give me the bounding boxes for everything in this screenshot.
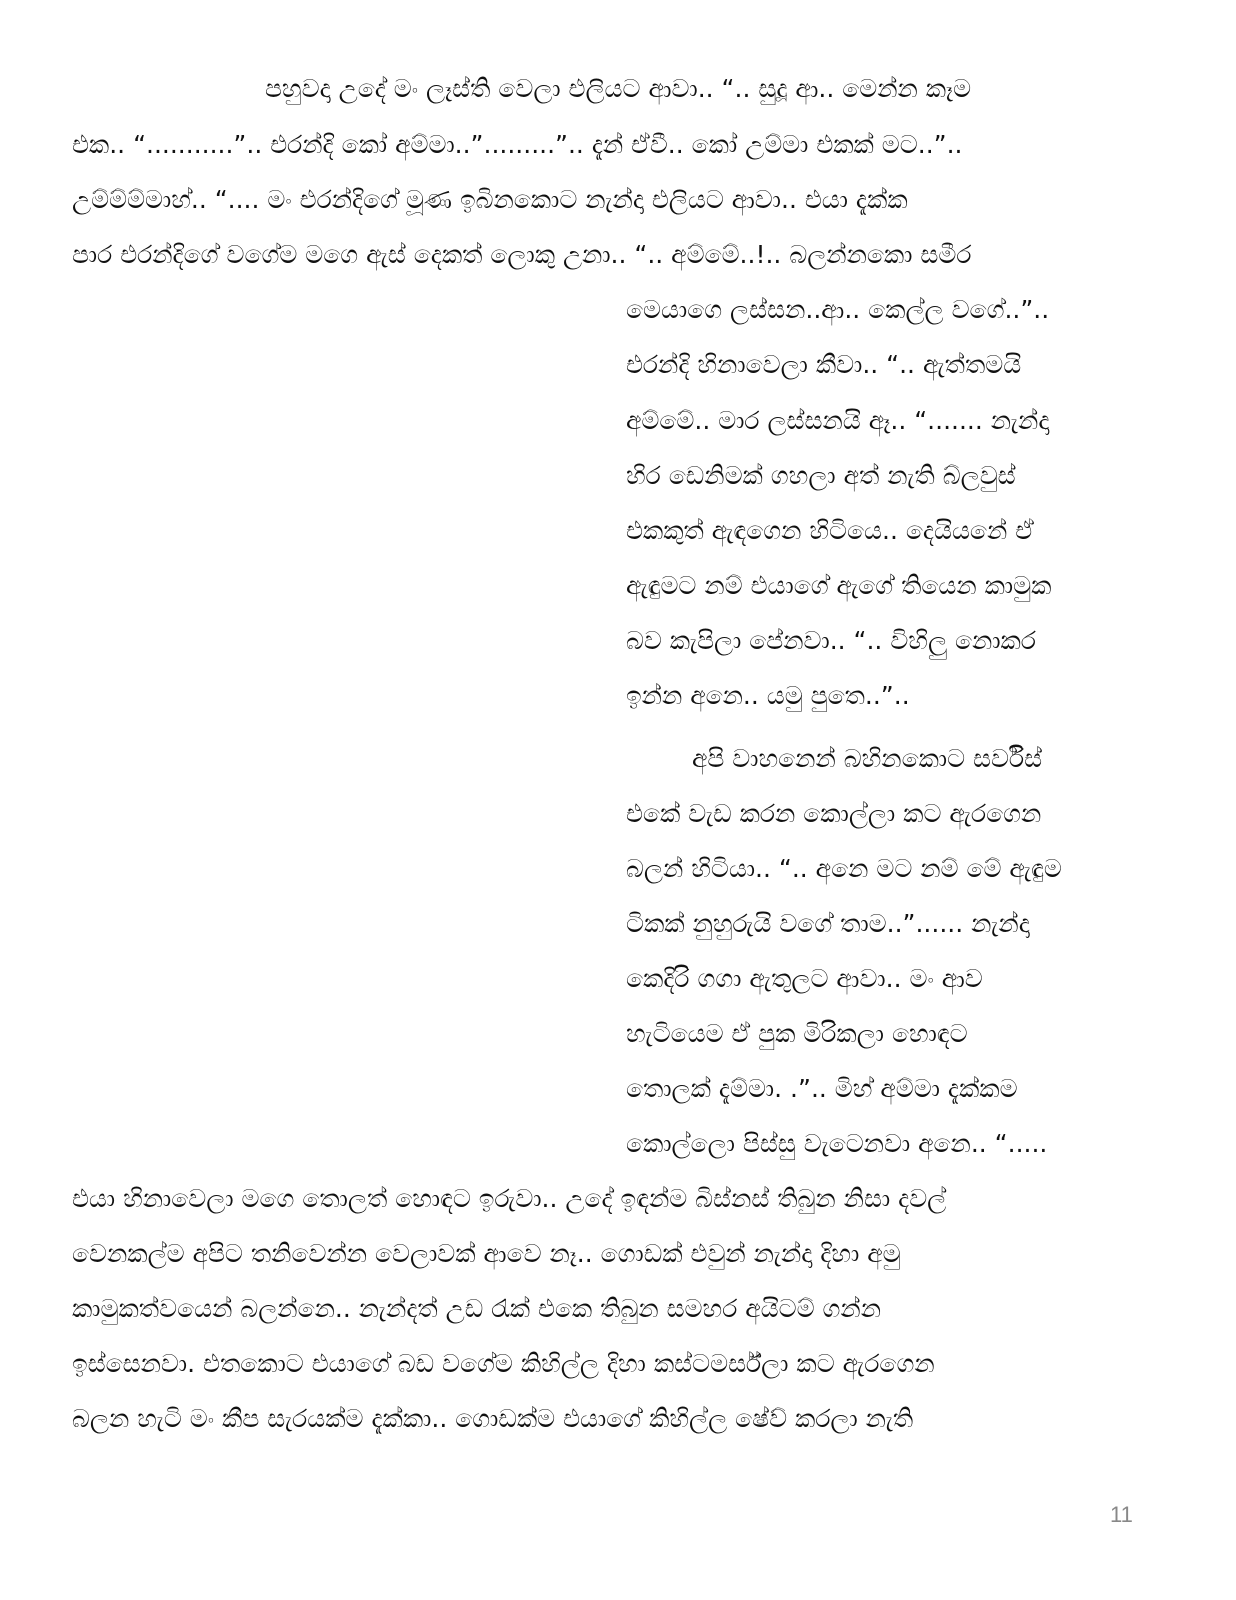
text-line: මෙයාගෙ ලස්සන..ආ.. කෙල්ල වගේ..”.. bbox=[626, 295, 1050, 324]
text-line: උම්ම්ම්මාහ්.. “.... මං එරන්දිගේ මූණ ඉබිනකොට නැන්දා එලියට ආවා.. එයා දැක්ක bbox=[72, 185, 908, 214]
text-line: වෙනකල්ම අපිට තනිවෙන්න වෙලාවක් ආවෙ නෑ.. ගොඩක් එවුන් නැන්දා දිහා අමු bbox=[72, 1239, 901, 1268]
text-line: එකේ වැඩ කරන කොල්ලා කට ඇරගෙන bbox=[626, 799, 1042, 828]
text-line: අපි වාහනෙන් බහිනකොට සර්විස් bbox=[692, 744, 1043, 773]
text-line: එයා හිනාවෙලා මගෙ තොලත් හොඳට ඉරුවා.. උදේ ඉඳන්ම බිස්නස් තිබුන නිසා දවල් bbox=[72, 1184, 947, 1213]
text-line: බලන් හිටියා.. “.. අනෙ මට නම් මේ ඇඳුම bbox=[626, 854, 1062, 883]
text-line: අම්මේ.. මාර ලස්සනයි ඈ.. “....... නැන්දා bbox=[626, 406, 1050, 435]
text-line: හිර ඩෙනිමක් ගහලා අත් නැති බ්ලවුස් bbox=[626, 461, 1016, 490]
text-line: තොලක් දැම්මා. .”.. මිහ් අම්මා දැක්කම bbox=[626, 1074, 1018, 1103]
text-line: බලන හැටි මං කීප සැරයක්ම දැක්කා.. ගොඩක්ම එයාගේ කිහිල්ල ෂේව් කරලා නැති bbox=[72, 1404, 914, 1433]
text-line: පාර එරන්දිගේ වගේම මගෙ ඇස් දෙකත් ලොකු උනා.. “.. අම්මේ..!.. බලන්නකො සමීර bbox=[72, 240, 972, 269]
text-line: ඉස්සෙනවා. එතකොට එයාගේ බඩ වගේම කිහිල්ල දිහා කස්ටමර්ස්ලා කට ඇරගෙන bbox=[72, 1349, 935, 1378]
text-line: එරන්දි හිනාවෙලා කීවා.. “.. ඇත්තමයි bbox=[626, 350, 1022, 379]
text-line: එකකුත් ඇඳගෙන හිටියෙ.. දෙයියනේ ඒ bbox=[626, 516, 1034, 545]
text-line: ටිකක් නුහුරුයි වගේ තාම..”...... නැන්දා bbox=[626, 909, 1030, 938]
text-line: බව කැපිලා පේනවා.. “.. විහිලු නොකර bbox=[626, 626, 1036, 655]
text-line: එක.. “...........”.. එරන්දි කෝ අම්මා..”.........”.. දැන් ඒවී.. කෝ උම්මා එකක් මට..”.. bbox=[72, 130, 963, 159]
text-line: කෙදිරි ගගා ඇතුලට ආවා.. මං ආව bbox=[626, 964, 983, 993]
text-line: ඉන්න අනෙ.. යමු පුතෙ..”.. bbox=[626, 681, 910, 710]
page-number: 11 bbox=[1110, 1502, 1133, 1527]
text-line: ඇඳුමට නම් එයාගේ ඇගේ තියෙන කාමුක bbox=[626, 571, 1052, 600]
text-line: හැටියෙම ඒ පුක මිරිකලා හොඳට bbox=[626, 1019, 968, 1048]
text-line: කොල්ලො පිස්සු වැටෙනවා අනෙ.. “..... bbox=[626, 1129, 1048, 1158]
text-line: කාමුකත්වයෙන් බලන්නෙ.. නැන්දත් උඩ රැක් එකෙ තිබුන සමහර අයිටම් ගන්න bbox=[72, 1294, 881, 1323]
text-line: පහුවදා උදේ මං ලෑස්ති වෙලා එලියට ආවා.. “.. සුදූ ආ.. මෙන්න කෑම bbox=[265, 74, 972, 103]
